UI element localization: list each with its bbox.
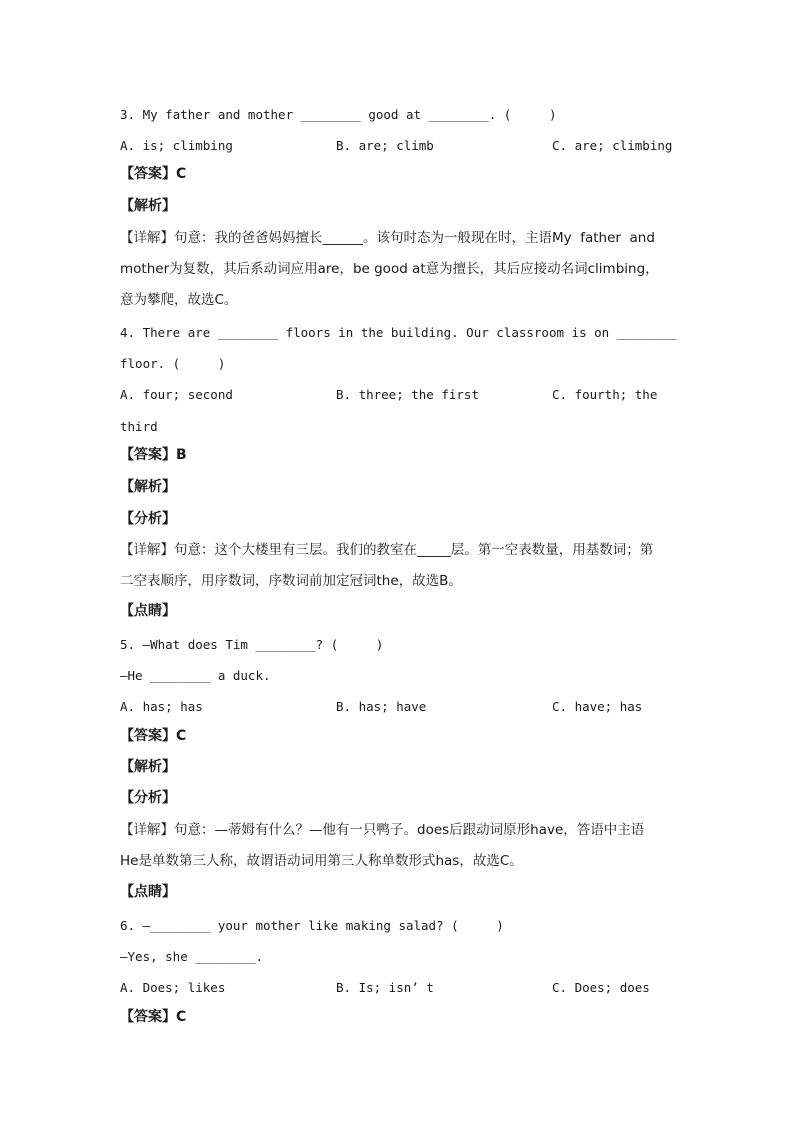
question-3-option-c: C. are; climbing (552, 138, 673, 153)
question-5-fenxi-label: 【分析】 (120, 790, 176, 806)
question-5-stem-line-2: —He ________ a duck. (120, 668, 271, 683)
question-5-detail-line-1: 【详解】句意：—蒂姆有什么？—他有一只鸭子。does后跟动词原形have，答语中主语 (120, 822, 645, 838)
question-3-analysis-label: 【解析】 (120, 198, 176, 214)
question-6-stem-line-2: —Yes, she ________. (120, 949, 263, 964)
question-4-detail-line-1: 【详解】句意：这个大楼里有三层。我们的教室在_____层。第一空表数量，用基数词；第 (120, 542, 654, 558)
question-3-detail-line-1: 【详解】句意：我的爸爸妈妈擅长______。该句时态为一般现在时，主语My father and (120, 230, 655, 246)
question-4-analysis-label: 【解析】 (120, 479, 176, 495)
question-5-detail-line-2: He是单数第三人称，故谓语动词用第三人称单数形式has，故选C。 (120, 853, 523, 869)
question-4-fenxi-label: 【分析】 (120, 511, 176, 527)
question-5-dianjing-label: 【点睛】 (120, 884, 176, 900)
question-5-option-b: B. has; have (336, 699, 427, 714)
question-3-option-b: B. are; climb (336, 138, 434, 153)
question-4-option-c: C. fourth; the (552, 387, 658, 402)
question-3-answer: 【答案】C (120, 166, 187, 182)
question-4-dianjing-label: 【点睛】 (120, 603, 176, 619)
question-6-stem-line-1: 6. —________ your mother like making salad? ( ) (120, 918, 504, 933)
question-3-detail-line-2: mother为复数，其后系动词应用are，be good at意为擅长，其后应接动名词climbing， (120, 261, 659, 277)
question-4-answer: 【答案】B (120, 447, 187, 463)
question-4-option-b: B. three; the first (336, 387, 479, 402)
question-4-stem-line-1: 4. There are ________ floors in the building. Our classroom is on ________ (120, 325, 677, 340)
question-3-detail-line-3: 意为攀爬，故选C。 (120, 292, 238, 308)
question-5-analysis-label: 【解析】 (120, 759, 176, 775)
question-5-option-a: A. has; has (120, 699, 203, 714)
question-5-stem-line-1: 5. —What does Tim ________? ( ) (120, 637, 384, 652)
question-5-answer: 【答案】C (120, 728, 187, 744)
question-6-option-c: C. Does; does (552, 980, 650, 995)
question-5-option-c: C. have; has (552, 699, 643, 714)
question-6-option-a: A. Does; likes (120, 980, 226, 995)
question-4-option-a: A. four; second (120, 387, 233, 402)
question-3-option-a: A. is; climbing (120, 138, 233, 153)
question-6-option-b: B. Is; isn’ t (336, 980, 434, 995)
question-4-option-c-continued: third (120, 419, 158, 434)
question-3-stem: 3. My father and mother ________ good at ________. ( ) (120, 107, 557, 122)
question-6-answer: 【答案】C (120, 1009, 187, 1025)
question-4-detail-line-2: 二空表顺序，用序数词，序数词前加定冠词the，故选B。 (120, 573, 462, 589)
question-4-stem-line-2: floor. ( ) (120, 356, 226, 371)
